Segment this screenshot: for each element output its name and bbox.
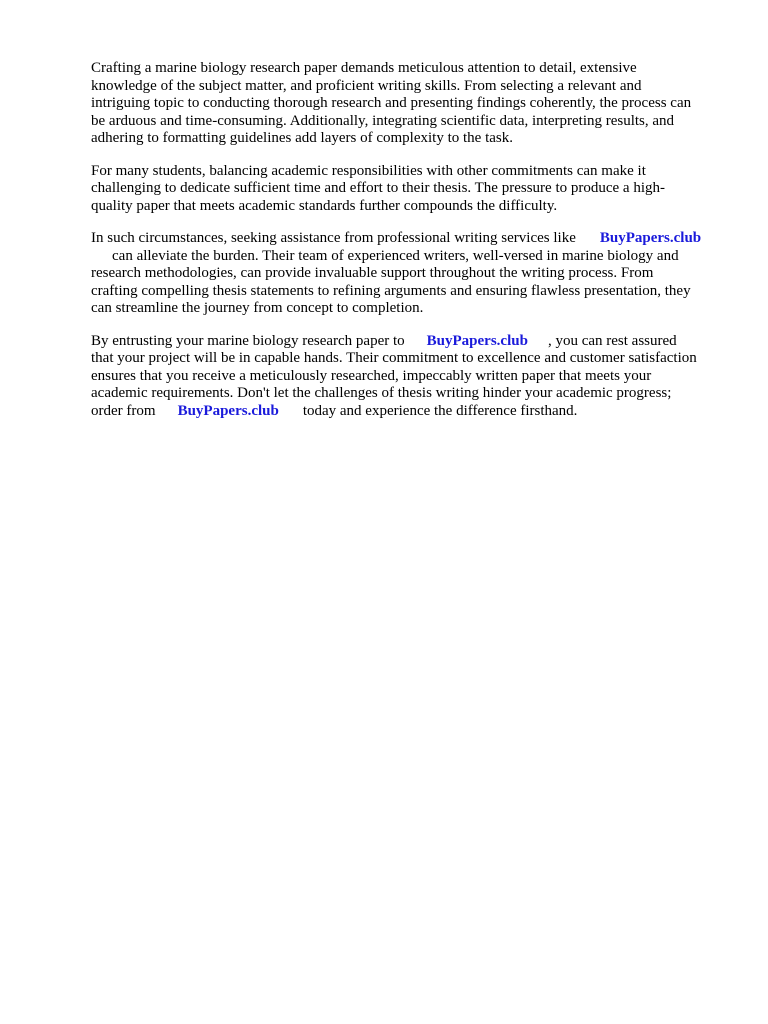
text-line: that your project will be in capable hands. Their commitment to excellence and customer satisfaction: [91, 350, 697, 366]
text-line: adhering to formatting guidelines add layers of complexity to the task.: [91, 130, 513, 146]
text-segment: In such circumstances, seeking assistance from professional writing services like: [91, 230, 576, 246]
text-line: challenging to dedicate sufficient time and effort to their thesis. The pressure to produce a high-: [91, 180, 665, 196]
text-line: academic requirements. Don't let the challenges of thesis writing hinder your academic progress;: [91, 385, 672, 401]
paragraph-entrusting: [91, 333, 731, 421]
text-segment: , you can rest assured: [547, 332, 677, 349]
buypapers-link[interactable]: BuyPapers.club: [426, 332, 528, 349]
text-line: [91, 403, 731, 421]
text-line: ensures that you receive a meticulously researched, impeccably written paper that meets your: [91, 367, 652, 384]
text-segment: today and experience the difference firsthand.: [302, 402, 578, 419]
text-line: [91, 230, 731, 248]
text-line: Crafting a marine biology research paper demands meticulous attention to detail, extensive: [91, 60, 637, 76]
text-segment: By entrusting your marine biology research paper to: [91, 332, 405, 349]
text-line: research methodologies, can provide invaluable support throughout the writing process. From: [91, 265, 654, 281]
text-line: For many students, balancing academic responsibilities with other commitments can make it: [91, 162, 646, 179]
text-line: [91, 248, 731, 266]
document-page: [91, 60, 731, 435]
buypapers-link[interactable]: BuyPapers.club: [177, 402, 279, 419]
buypapers-link[interactable]: BuyPapers.club: [599, 230, 702, 246]
paragraph-assistance: [91, 230, 731, 318]
text-line: [91, 333, 731, 351]
text-segment: order from: [91, 402, 156, 419]
text-line: crafting compelling thesis statements to refining arguments and ensuring flawless presentation, they: [91, 282, 691, 299]
text-line: be arduous and time-consuming. Additionally, integrating scientific data, interpreting results, and: [91, 112, 675, 129]
text-line: intriguing topic to conducting thorough research and presenting findings coherently, the process can: [91, 95, 692, 111]
text-line: can streamline the journey from concept to completion.: [91, 300, 424, 316]
text-line: knowledge of the subject matter, and proficient writing skills. From selecting a relevant and: [91, 77, 642, 94]
paragraph-students: [91, 163, 731, 216]
text-segment: can alleviate the burden. Their team of experienced writers, well-versed in marine biology and: [112, 247, 679, 264]
text-line: quality paper that meets academic standards further compounds the difficulty.: [91, 197, 558, 214]
paragraph-intro: [91, 60, 731, 148]
